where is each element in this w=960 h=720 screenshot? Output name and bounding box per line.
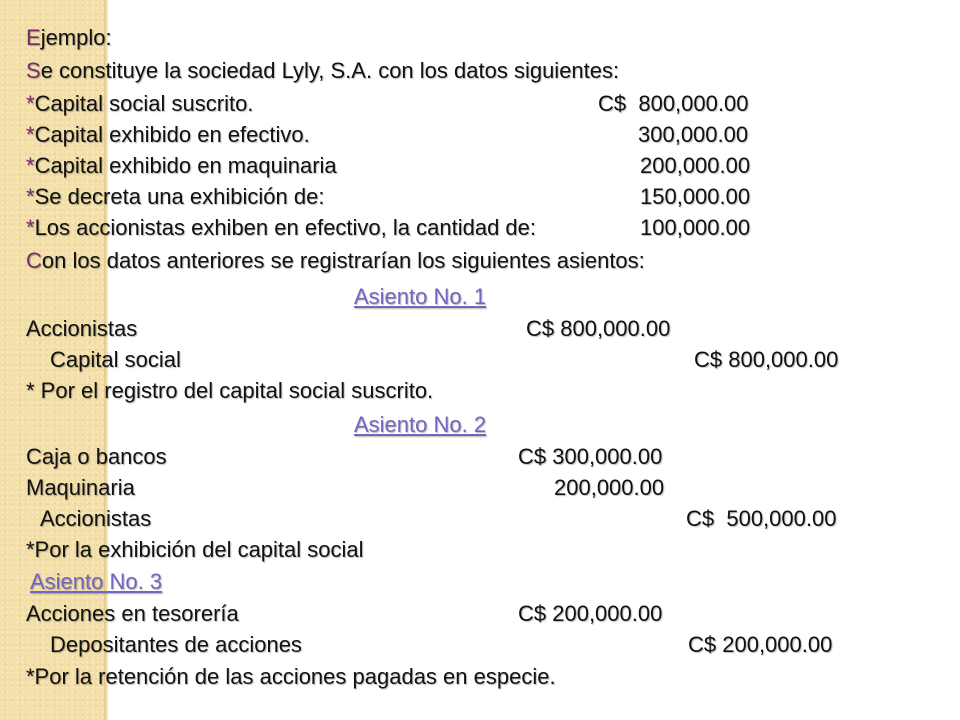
intro-text: e constituye la sociedad Lyly, S.A. con los datos siguientes: — [40, 58, 620, 83]
entry-account: Capital social — [50, 347, 181, 372]
item-bullet: * — [26, 184, 35, 209]
entry-note: *Por la exhibición del capital social — [26, 537, 364, 562]
item-line — [26, 88, 253, 120]
item-amount: 200,000.00 — [640, 153, 751, 178]
entry-note: * Por el registro del capital social suscrito. — [26, 378, 434, 403]
entry-title-link[interactable]: Asiento No. 1 — [354, 284, 487, 309]
intro-lead-letter: S — [26, 58, 41, 83]
entry-debit-amount: C$ 200,000.00 — [518, 601, 663, 626]
item-bullet: * — [26, 122, 35, 147]
closing-text: on los datos anteriores se registrarían los siguientes asientos: — [41, 248, 645, 273]
entry-account: Caja o bancos — [26, 444, 167, 469]
item-line — [26, 212, 536, 244]
entry-debit-amount: C$ 300,000.00 — [518, 444, 663, 469]
entry-account: Accionistas — [26, 316, 138, 341]
entry-credit-amount: C$ 200,000.00 — [688, 632, 833, 657]
item-amount: 300,000.00 — [638, 122, 749, 147]
entry-debit-amount: C$ 800,000.00 — [526, 316, 671, 341]
item-amount: C$ 800,000.00 — [598, 91, 749, 116]
item-bullet: * — [26, 215, 35, 240]
item-amount: 100,000.00 — [640, 215, 751, 240]
heading-text: jemplo: — [40, 25, 112, 50]
heading-lead-letter: E — [26, 25, 41, 50]
item-text: Capital exhibido en efectivo. — [34, 122, 310, 147]
item-bullet: * — [26, 91, 35, 116]
entry-title-link[interactable]: Asiento No. 3 — [30, 569, 163, 594]
item-text: Los accionistas exhiben en efectivo, la cantidad de: — [34, 215, 536, 240]
heading-line — [26, 22, 112, 54]
item-bullet: * — [26, 153, 35, 178]
entry-credit-amount: C$ 500,000.00 — [686, 506, 837, 531]
entry-account: Acciones en tesorería — [26, 601, 239, 626]
entry-account: Accionistas — [40, 506, 152, 531]
entry-note: *Por la retención de las acciones pagadas en especie. — [26, 664, 556, 689]
item-line — [26, 150, 337, 182]
entry-debit-amount: 200,000.00 — [554, 475, 665, 500]
entry-credit-amount: C$ 800,000.00 — [694, 347, 839, 372]
item-line — [26, 181, 324, 213]
closing-line — [26, 245, 645, 277]
item-text: Capital exhibido en maquinaria — [34, 153, 337, 178]
intro-line — [26, 55, 619, 87]
item-text: Se decreta una exhibición de: — [34, 184, 325, 209]
item-line — [26, 119, 310, 151]
closing-lead-letter: C — [26, 248, 42, 273]
entry-account: Depositantes de acciones — [50, 632, 302, 657]
item-text: Capital social suscrito. — [34, 91, 254, 116]
entry-account: Maquinaria — [26, 475, 135, 500]
entry-title-link[interactable]: Asiento No. 2 — [354, 412, 487, 437]
item-amount: 150,000.00 — [640, 184, 751, 209]
